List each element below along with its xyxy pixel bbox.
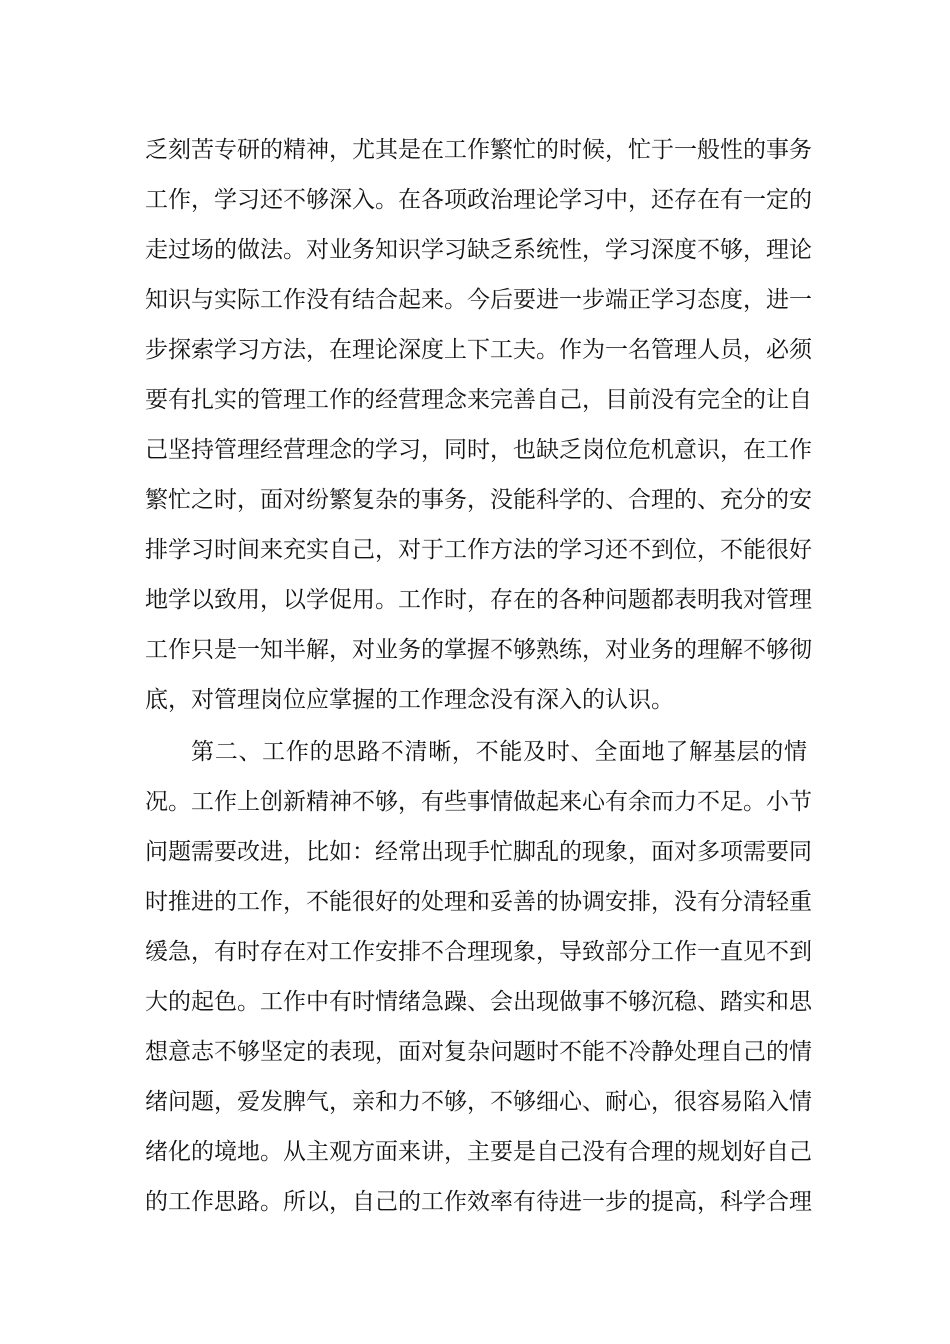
text-line: 缓急，有时存在对工作安排不合理现象，导致部分工作一直见不到 xyxy=(145,939,812,965)
text-line: 走过场的做法。对业务知识学习缺乏系统性，学习深度不够，理论 xyxy=(145,237,812,263)
text-line: 要有扎实的管理工作的经营理念来完善自己，目前没有完全的让自 xyxy=(145,387,812,413)
text-line: 排学习时间来充实自己，对于工作方法的学习还不到位，不能很好 xyxy=(145,537,812,563)
text-line: 工作，学习还不够深入。在各项政治理论学习中，还存在有一定的 xyxy=(145,187,812,213)
text-line: 绪问题，爱发脾气，亲和力不够，不够细心、耐心，很容易陷入情 xyxy=(145,1089,812,1115)
text-line: 工作只是一知半解，对业务的掌握不够熟练，对业务的理解不够彻 xyxy=(145,637,812,663)
text-line: 大的起色。工作中有时情绪急躁、会出现做事不够沉稳、踏实和思 xyxy=(145,989,812,1015)
text-line: 知识与实际工作没有结合起来。今后要进一步端正学习态度，进一 xyxy=(145,287,812,313)
text-line: 繁忙之时，面对纷繁复杂的事务，没能科学的、合理的、充分的安 xyxy=(145,487,812,513)
text-line: 乏刻苦专研的精神，尤其是在工作繁忙的时候，忙于一般性的事务 xyxy=(145,137,812,163)
text-line: 步探索学习方法，在理论深度上下工夫。作为一名管理人员，必须 xyxy=(145,337,812,363)
text-line: 想意志不够坚定的表现，面对复杂问题时不能不冷静处理自己的情 xyxy=(145,1039,812,1065)
text-line: 况。工作上创新精神不够，有些事情做起来心有余而力不足。小节 xyxy=(145,789,812,815)
text-line: 地学以致用，以学促用。工作时，存在的各种问题都表明我对管理 xyxy=(145,587,812,613)
text-line-last: 底，对管理岗位应掌握的工作理念没有深入的认识。 xyxy=(145,687,674,713)
text-line: 绪化的境地。从主观方面来讲，主要是自己没有合理的规划好自己 xyxy=(145,1139,812,1165)
text-line: 问题需要改进，比如：经常出现手忙脚乱的现象，面对多项需要同 xyxy=(145,839,812,865)
text-line: 时推进的工作，不能很好的处理和妥善的协调安排，没有分清轻重 xyxy=(145,889,812,915)
text-line: 的工作思路。所以，自己的工作效率有待进一步的提高，科学合理 xyxy=(145,1189,812,1215)
text-line-first-indented: 第二、工作的思路不清晰，不能及时、全面地了解基层的情 xyxy=(191,739,807,765)
text-line: 己坚持管理经营理念的学习，同时，也缺乏岗位危机意识，在工作 xyxy=(145,437,812,463)
